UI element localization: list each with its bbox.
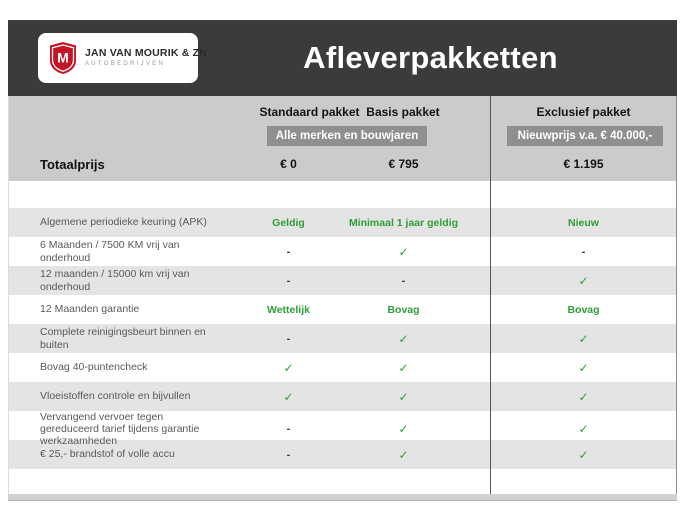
cell-standaard: Wettelijk bbox=[267, 303, 310, 316]
table-right-edge bbox=[676, 96, 677, 498]
cell-exclusief: ✓ bbox=[578, 360, 589, 375]
feature-rows bbox=[8, 208, 677, 469]
cell-exclusief: Nieuw bbox=[568, 216, 599, 229]
brand-logo bbox=[38, 33, 208, 83]
brand-tagline: AUTOBEDRIJVEN bbox=[85, 61, 166, 68]
cell-basis: ✓ bbox=[398, 389, 409, 404]
cell-exclusief: ✓ bbox=[578, 273, 589, 288]
cell-standaard: ✓ bbox=[283, 360, 294, 375]
total-basis: € 795 bbox=[388, 157, 419, 171]
table-row bbox=[8, 266, 677, 295]
table-header-band bbox=[8, 96, 677, 181]
cell-exclusief: Bovag bbox=[567, 303, 600, 316]
totals-label: Totaalprijs bbox=[40, 156, 105, 172]
svg-text:M: M bbox=[57, 49, 69, 66]
table-left-edge bbox=[8, 96, 9, 498]
cell-standaard: - bbox=[286, 332, 291, 345]
cell-basis: ✓ bbox=[398, 244, 409, 259]
column-header-basis: Basis pakket bbox=[366, 105, 440, 119]
cell-exclusief: ✓ bbox=[578, 331, 589, 346]
table-row bbox=[8, 353, 677, 382]
cell-basis: ✓ bbox=[398, 447, 409, 462]
page-header bbox=[8, 20, 677, 96]
row-label: Algemene periodieke keuring (APK) bbox=[40, 216, 207, 229]
row-label: € 25,- brandstof of volle accu bbox=[40, 448, 175, 461]
column-divider-line bbox=[490, 96, 491, 498]
cell-standaard: - bbox=[286, 245, 291, 258]
cell-exclusief: ✓ bbox=[578, 422, 589, 437]
table-row bbox=[8, 295, 677, 324]
table-row bbox=[8, 411, 677, 448]
badge-all-brands: Alle merken en bouwjaren bbox=[267, 126, 427, 146]
brand-name: JAN VAN MOURIK & ZN bbox=[85, 46, 208, 59]
cell-basis: ✓ bbox=[398, 422, 409, 437]
total-standaard: € 0 bbox=[280, 157, 297, 171]
page-title: Afleverpakketten bbox=[303, 40, 558, 75]
cell-standaard: - bbox=[286, 423, 291, 436]
row-label: Bovag 40-puntencheck bbox=[40, 361, 148, 374]
cell-standaard: ✓ bbox=[283, 389, 294, 404]
totals-row bbox=[8, 152, 677, 176]
cell-standaard: - bbox=[286, 448, 291, 461]
table-row bbox=[8, 208, 677, 237]
brand-text bbox=[85, 48, 207, 68]
cell-exclusief: - bbox=[581, 245, 586, 258]
cell-exclusief: ✓ bbox=[578, 389, 589, 404]
row-label: Vloeistoffen controle en bijvullen bbox=[40, 390, 191, 403]
column-header-exclusief: Exclusief pakket bbox=[536, 105, 631, 119]
cell-basis: Bovag bbox=[387, 303, 420, 316]
badge-new-price: Nieuwprijs v.a. € 40.000,- bbox=[507, 126, 663, 146]
row-label: Vervangend vervoer tegen gereduceerd tarief tijdens garantie werkzaamheden bbox=[40, 411, 200, 448]
row-label: 12 Maanden garantie bbox=[40, 303, 140, 316]
row-label: 12 maanden / 15000 km vrij van onderhoud bbox=[40, 268, 190, 293]
cell-exclusief: ✓ bbox=[578, 447, 589, 462]
cell-basis: ✓ bbox=[398, 360, 409, 375]
column-header-standaard: Standaard pakket bbox=[259, 105, 360, 119]
row-label: 6 Maanden / 7500 KM vrij van onderhoud bbox=[40, 239, 180, 264]
shield-m-icon bbox=[48, 41, 78, 75]
row-label: Complete reinigingsbeurt binnen en buiten bbox=[40, 326, 206, 351]
bottom-bar bbox=[8, 494, 677, 501]
cell-basis: - bbox=[401, 274, 406, 287]
table-row bbox=[8, 382, 677, 411]
total-exclusief: € 1.195 bbox=[563, 157, 604, 171]
cell-basis: ✓ bbox=[398, 331, 409, 346]
table-row bbox=[8, 324, 677, 353]
cell-standaard: - bbox=[286, 274, 291, 287]
table-row bbox=[8, 237, 677, 266]
cell-basis: Minimaal 1 jaar geldig bbox=[348, 216, 459, 229]
cell-standaard: Geldig bbox=[272, 216, 305, 229]
